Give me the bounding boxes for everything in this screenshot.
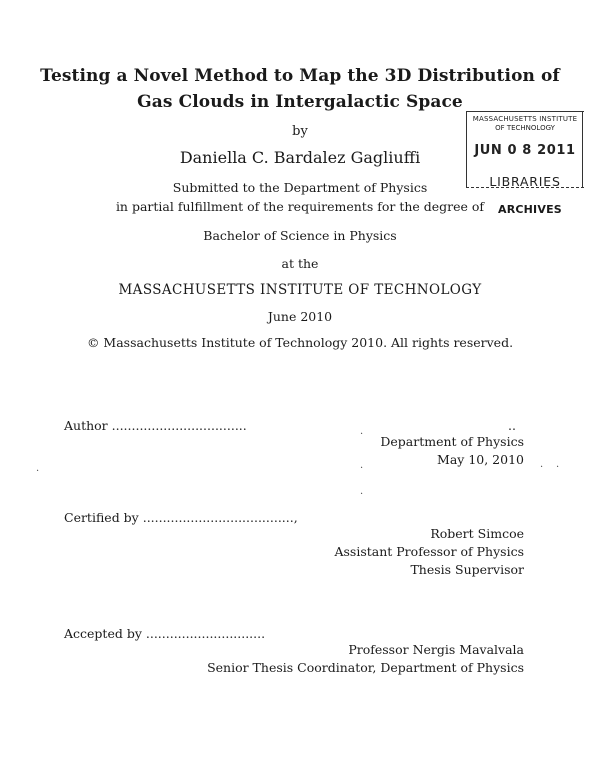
by-label: by (292, 124, 308, 139)
thesis-title-line-1: Testing a Novel Method to Map the 3D Distribution of (40, 66, 560, 86)
accepted-signature-line (64, 626, 265, 641)
certified-signature-line (64, 510, 298, 525)
submission-date: June 2010 (267, 309, 333, 324)
signature-leader: ......................................, (142, 510, 298, 525)
submission-line-1: Submitted to the Department of Physics (172, 180, 428, 195)
stamp-border (466, 111, 584, 112)
copyright-notice: © Massachusetts Institute of Technology 2010. All rights reserved. (86, 335, 514, 350)
archives-label: ARCHIVES (498, 203, 562, 216)
coordinator-name: Professor Nergis Mavalvala (348, 642, 524, 657)
author-name: Daniella C. Bardalez Gagliuffi (179, 148, 421, 167)
stamp-institution-2: OF TECHNOLOGY (495, 124, 555, 132)
author-signature-line (64, 418, 247, 433)
signature-leader-end: .. (508, 418, 516, 433)
stamp-institution: MASSACHUSETTS INSTITUTE (472, 115, 578, 123)
signature-leader: .................................. (111, 418, 247, 433)
scan-speck: · (36, 466, 40, 477)
supervisor-role: Thesis Supervisor (410, 562, 524, 577)
author-date: May 10, 2010 (437, 452, 524, 467)
institution-name: MASSACHUSETTS INSTITUTE OF TECHNOLOGY (118, 282, 482, 298)
coordinator-title: Senior Thesis Coordinator, Department of Physics (207, 660, 524, 675)
scan-speck: · (556, 462, 560, 473)
submission-line-2: in partial fulfillment of the requirements for the degree of (115, 199, 485, 214)
stamp-date: JUN 0 8 2011 (474, 143, 576, 158)
accepted-label: Accepted by (64, 626, 142, 641)
stamp-libraries: LIBRARIES (489, 174, 561, 189)
at-the-label: at the (281, 256, 319, 271)
degree: Bachelor of Science in Physics (203, 228, 397, 243)
signature-leader: .............................. (145, 626, 266, 641)
scan-speck: · (540, 462, 544, 473)
scan-speck: · (360, 429, 364, 440)
author-department: Department of Physics (380, 434, 524, 449)
supervisor-name: Robert Simcoe (430, 526, 524, 541)
scan-speck: · (360, 489, 364, 500)
certified-label: Certified by (64, 510, 139, 525)
supervisor-title: Assistant Professor of Physics (334, 544, 524, 559)
scan-speck: · (360, 463, 364, 474)
author-label: Author (64, 418, 108, 433)
library-stamp (466, 111, 584, 191)
thesis-title-line-2: Gas Clouds in Intergalactic Space (137, 92, 463, 112)
